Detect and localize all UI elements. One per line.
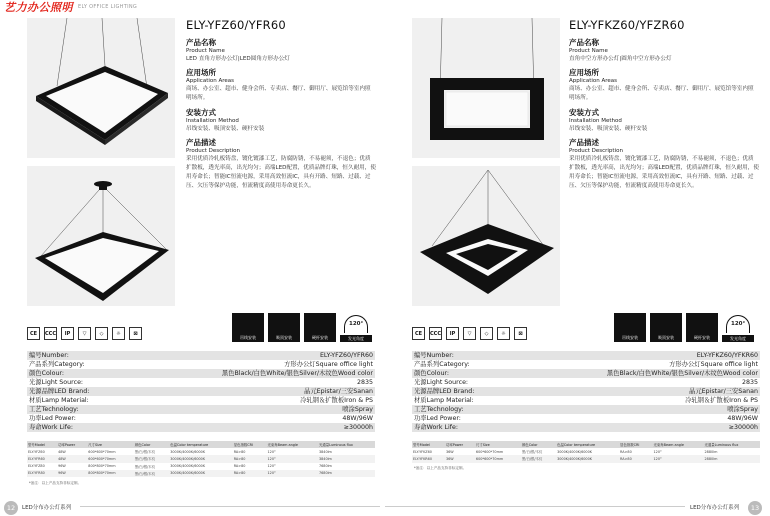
class-icon: ▽ xyxy=(78,327,91,340)
install-heading: 安装方式 xyxy=(569,107,599,117)
table-row: ELY-YFKR60 36W 600*600*70mm 黑/白/银/木纹 3000K/4000K/6000K RA>80 120° 2880lm xyxy=(412,455,760,462)
install-heading-en: Installation Method xyxy=(569,117,622,124)
ip-icon: IP xyxy=(446,327,459,340)
rod-install-icon: 硬杆安装 xyxy=(686,313,718,342)
name-heading: 产品名称 xyxy=(186,38,216,47)
installation-method: 吊线安装、吸顶安装、硬杆安装 xyxy=(569,125,648,132)
ce-icon: CE xyxy=(412,327,425,340)
beam-angle-icon: 120° 发光角度 xyxy=(722,313,754,342)
application-areas: 商场、办公室、超市、健身会所、专卖店、餐厅、御用厅、展览馆等室内照明场所。 xyxy=(569,86,754,102)
brand-subtitle: ELY OFFICE LIGHTING xyxy=(78,4,138,10)
table-row: ELY-YFR60 48W 600*600*70mm 黑/白/银/木纹 3000K/4000K/6000K RA>80 120° 3840lm xyxy=(27,455,375,462)
hanging-install-icon: 吊线安装 xyxy=(232,313,264,342)
spec-row-material: 材质Lamp Material: 冷轧钢＆扩散板Iron & PS xyxy=(29,397,373,404)
product-photo-hollow-rounded xyxy=(412,166,560,306)
areas-heading: 应用场所 xyxy=(186,68,216,78)
spec-row-life: 寿命Work Life: ≥30000h xyxy=(414,424,758,431)
safety-icon: ◇ xyxy=(480,327,493,340)
areas-heading: 应用场所 xyxy=(569,68,599,78)
surface-install-icon: 吸顶安装 xyxy=(268,313,300,342)
recycle-icon: ⊠ xyxy=(129,327,142,340)
installation-method: 吊线安装、吸顶安装、硬杆安装 xyxy=(186,125,265,132)
spec-row-source: 光源Light Source: 2835 xyxy=(29,379,373,386)
install-heading-en: Installation Method xyxy=(186,117,239,124)
model-title: ELY-YFZ60/YFR60 xyxy=(186,18,286,32)
spec-row-brand: 光源品牌LED Brand: 晶元Epistar/三安Sanan xyxy=(29,388,373,395)
spec-row-category: 产品系列Category: 方形办公灯Square office light xyxy=(29,361,373,368)
application-areas: 商场、办公室、超市、健身会所、专卖店、餐厅、御用厅、展览馆等室内照明场所。 xyxy=(186,86,371,102)
spec-row-colour: 颜色Colour: 黑色Black/白色White/银色Silver/木纹色Wood color xyxy=(29,370,373,377)
desc-heading-en: Product Description xyxy=(569,147,623,154)
right-page xyxy=(385,0,770,516)
brand-logo: 艺力办公照明 xyxy=(4,1,73,14)
product-description: 采用优质冷轧板铸盘，镀化镀漆工艺，防腐防锈，不易褪须，不退色；优质扩散板，透光率高，出光均匀；高端LED配置，优质品牌灯珠，恒久耐用，使用寿命长；智能IC恒流电源，采用高效恒流IC，具有开路、短路、过载、过压、欠压等保护功能，恒流精度高使用寿命更长久。 xyxy=(569,155,759,190)
spec-row-tech: 工艺Technology: 喷涂Spray xyxy=(414,406,758,413)
ccc-icon: CCC xyxy=(44,327,57,340)
install-icons xyxy=(232,313,372,342)
temperature-icon: ☼ xyxy=(497,327,510,340)
install-heading: 安装方式 xyxy=(186,107,216,117)
spec-row-power: 功率Led Power: 48W/96W xyxy=(29,415,373,422)
name-heading-en: Product Name xyxy=(186,48,225,54)
table-header: 型号Model 功率Power 尺寸Size 颜色Color 色温Color temperature 显色指数CRI 光束角Beam angle 光通量Luminous flux xyxy=(412,441,760,448)
beam-angle-icon: 120° 发光角度 xyxy=(340,313,372,342)
model-table xyxy=(27,441,375,477)
table-row: ELY-YFKZ60 36W 600*600*70mm 黑/白/银/木纹 3000K/4000K/6000K RA>80 120° 2880lm xyxy=(413,449,718,455)
footer-divider xyxy=(385,506,685,507)
recycle-icon: ⊠ xyxy=(514,327,527,340)
name-heading: 产品名称 xyxy=(569,38,599,47)
table-row: ELY-YFZ80 96W 800*800*70mm 黑/白/银/木纹 3000K/4000K/6000K RA>80 120° 7680lm xyxy=(28,464,332,469)
class-icon: ▽ xyxy=(463,327,476,340)
model-table xyxy=(412,441,760,463)
table-header: 型号Model 功率Power 尺寸Size 颜色Color 色温Color temperature 显色指数CRI 光束角Beam angle 光通量Luminous flux xyxy=(27,441,375,448)
product-name: LED 直角方形办公灯|LED圆角方形办公灯 xyxy=(186,56,290,62)
spec-row-power: 功率Led Power: 48W/96W xyxy=(414,415,758,422)
product-name: 直角中空方形办公灯|圆角中空方形办公灯 xyxy=(569,56,672,62)
table-row: ELY-YFR80 96W 800*800*70mm 黑/白/银/木纹 3000K/4000K/6000K RA>80 120° 7680lm xyxy=(27,470,375,477)
product-photo-rounded-pendant xyxy=(27,166,175,306)
desc-heading-en: Product Description xyxy=(186,147,240,154)
spec-list xyxy=(27,351,375,432)
spec-row-code: 编号Number: ELY-YFKZ60/YFKR60 xyxy=(414,352,758,359)
ccc-icon: CCC xyxy=(429,327,442,340)
table-row: ELY-YFZ60 48W 600*600*70mm 黑/白/银/木纹 3000K/4000K/6000K RA>80 120° 3840lm xyxy=(28,449,332,455)
model-title: ELY-YFKZ60/YFZR60 xyxy=(569,18,685,32)
desc-heading: 产品描述 xyxy=(186,137,216,147)
spec-row-category: 产品系列Category: 方形办公灯Square office light xyxy=(414,361,758,368)
product-info xyxy=(569,18,759,192)
footer-divider xyxy=(80,506,380,507)
table-note: *备注：以上产品支持非标定制。 xyxy=(29,481,82,485)
product-description: 采用优质冷轧板铸盘，镀化镀漆工艺，防腐防锈，不易褪须，不退色；优质扩散板，透光率高，出光均匀；高端LED配置，优质品牌灯珠，恒久耐用，使用寿命长；智能IC恒流电源，采用高效恒流IC，具有开路、短路、过载、过压、欠压等保护功能，恒流精度高使用寿命更长久。 xyxy=(186,155,376,190)
spec-row-tech: 工艺Technology: 喷涂Spray xyxy=(29,406,373,413)
rod-install-icon: 硬杆安装 xyxy=(304,313,336,342)
product-photo-hollow-square xyxy=(412,18,560,158)
areas-heading-en: Application Areas xyxy=(569,78,618,85)
ip-icon: IP xyxy=(61,327,74,340)
page-number: 12 xyxy=(4,501,18,515)
product-info xyxy=(186,18,376,192)
surface-install-icon: 吸顶安装 xyxy=(650,313,682,342)
spec-row-source: 光源Light Source: 2835 xyxy=(414,379,758,386)
temperature-icon: ☼ xyxy=(112,327,125,340)
spec-row-code: 编号Number: ELY-YFZ60/YFR60 xyxy=(29,352,373,359)
ce-icon: CE xyxy=(27,327,40,340)
spec-list xyxy=(412,351,760,432)
certification-icons xyxy=(412,327,527,340)
certification-icons xyxy=(27,327,142,340)
install-icons xyxy=(614,313,754,342)
page-number: 13 xyxy=(748,501,762,515)
spec-row-material: 材质Lamp Material: 冷轧钢＆扩散板Iron & PS xyxy=(414,397,758,404)
spec-row-colour: 颜色Colour: 黑色Black/白色White/银色Silver/木纹色Wood color xyxy=(414,370,758,377)
table-note: *备注：以上产品支持非标定制。 xyxy=(414,466,467,470)
areas-heading-en: Application Areas xyxy=(186,78,235,85)
hanging-install-icon: 吊线安装 xyxy=(614,313,646,342)
name-heading-en: Product Name xyxy=(569,48,608,54)
spec-row-life: 寿命Work Life: ≥30000h xyxy=(29,424,373,431)
footer-category: LED分布办公灯系列 xyxy=(690,505,740,511)
footer-category: LED分布办公灯系列 xyxy=(22,505,72,511)
safety-icon: ◇ xyxy=(95,327,108,340)
desc-heading: 产品描述 xyxy=(569,137,599,147)
product-photo-square-pendant xyxy=(27,18,175,158)
brand xyxy=(4,0,137,14)
spec-row-brand: 光源品牌LED Brand: 晶元Epistar/三安Sanan xyxy=(414,388,758,395)
